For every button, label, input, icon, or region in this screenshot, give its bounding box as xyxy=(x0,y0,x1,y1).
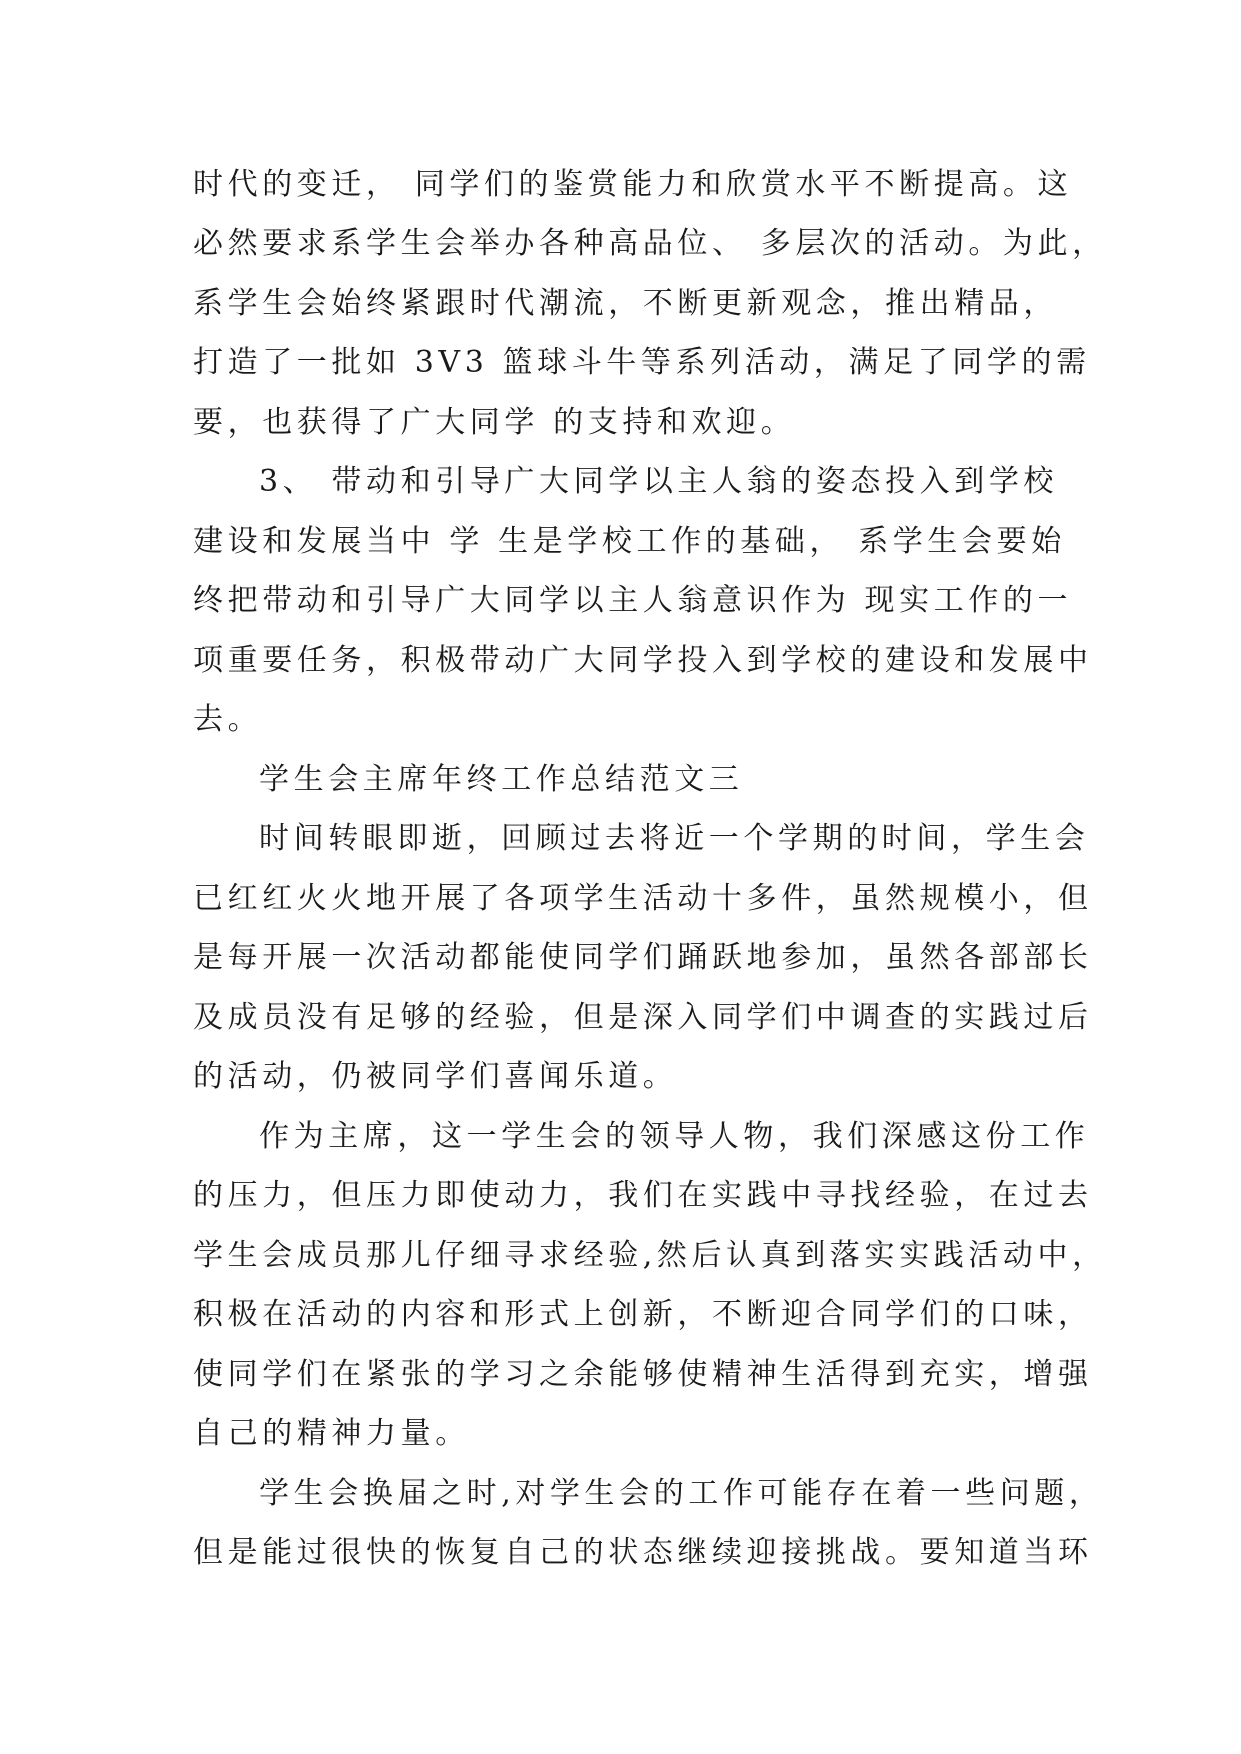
text-line: 要，也获得了广大同学 的支持和欢迎。 xyxy=(193,405,796,440)
text-line: 建设和发展当中 学 生是学校工作的基础， 系学生会要始 xyxy=(193,524,1066,559)
text-line: 打造了一批如 3V3 篮球斗牛等系列活动，满足了同学的需 xyxy=(193,345,1091,380)
text-line: 但是能过很快的恢复自己的状态继续迎接挑战。要知道当环 xyxy=(193,1535,1093,1570)
text-line: 时代的变迁， 同学们的鉴赏能力和欣赏水平不断提高。这 xyxy=(193,167,1073,202)
article-title: 学生会主席年终工作总结范文三 xyxy=(259,762,744,797)
text-line: 时间转眼即逝，回顾过去将近一个学期的时间，学生会 xyxy=(259,821,1090,856)
text-line: 积极在活动的内容和形式上创新，不断迎合同学们的口味， xyxy=(193,1297,1093,1332)
text-line: 系学生会始终紧跟时代潮流，不断更新观念，推出精品， xyxy=(193,286,1058,321)
text-line: 去。 xyxy=(193,702,263,737)
text-line: 项重要任务，积极带动广大同学投入到学校的建设和发展中 xyxy=(193,643,1093,678)
text-line: 及成员没有足够的经验，但是深入同学们中调查的实践过后 xyxy=(193,1000,1093,1035)
text-line: 终把带动和引导广大同学以主人翁意识作为 现实工作的一 xyxy=(193,583,1073,618)
text-line: 是每开展一次活动都能使同学们踊跃地参加，虽然各部部长 xyxy=(193,940,1093,975)
text-line: 作为主席，这一学生会的领导人物，我们深感这份工作 xyxy=(259,1119,1090,1154)
text-line: 学生会成员那儿仔细寻求经验,然后认真到落实实践活动中， xyxy=(193,1238,1107,1273)
text-line: 学生会换届之时,对学生会的工作可能存在着一些问题， xyxy=(259,1476,1104,1511)
text-line: 自己的精神力量。 xyxy=(193,1416,470,1451)
text-line: 的活动，仍被同学们喜闻乐道。 xyxy=(193,1059,678,1094)
text-line: 已红红火火地开展了各项学生活动十多件，虽然规模小，但 xyxy=(193,881,1093,916)
section-heading-3: 3、 带动和引导广大同学以主人翁的姿态投入到学校 xyxy=(259,464,1059,499)
text-line: 必然要求系学生会举办各种高品位、 多层次的活动。为此， xyxy=(193,226,1107,261)
text-line: 使同学们在紧张的学习之余能够使精神生活得到充实，增强 xyxy=(193,1357,1093,1392)
text-line: 的压力，但压力即使动力，我们在实践中寻找经验，在过去 xyxy=(193,1178,1093,1213)
